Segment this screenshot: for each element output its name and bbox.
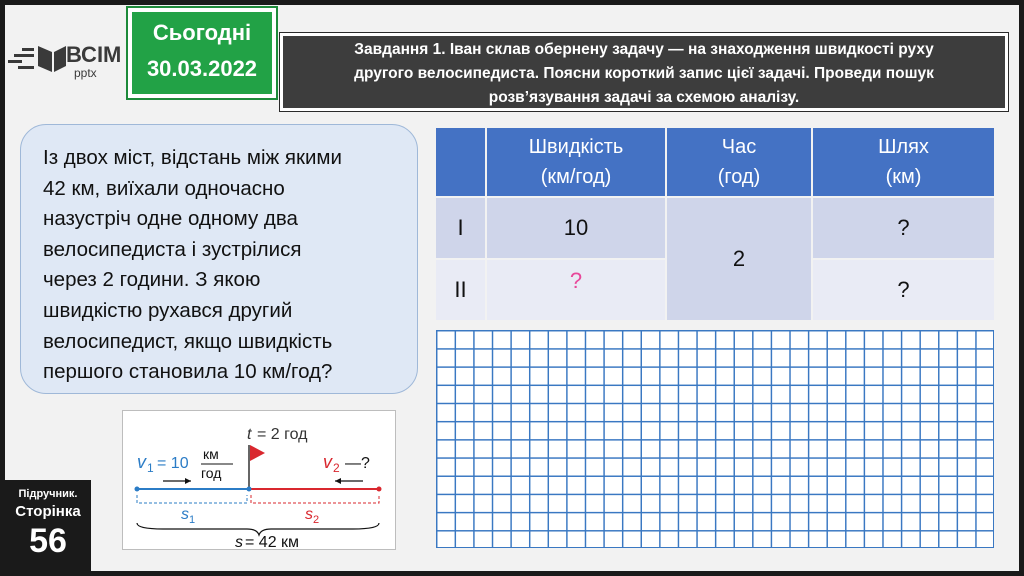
- arrow-left-icon: [335, 478, 341, 484]
- s2-subscript: 2: [313, 514, 320, 526]
- speed-second-cyclist-unknown: ?: [487, 260, 665, 320]
- s1-bracket: [137, 495, 247, 503]
- header-distance-unit: (км): [885, 166, 922, 188]
- row-label-first-cyclist: I: [436, 198, 485, 258]
- problem-line: велосипедист, якщо швидкість: [43, 329, 333, 353]
- problem-line: через 2 години. З якою: [43, 268, 261, 292]
- row-label-second-cyclist: II: [436, 260, 485, 320]
- problem-line: швидкістю рухався другий: [43, 298, 293, 322]
- start-point-2: [377, 487, 382, 492]
- date-value: 30.03.2022: [146, 56, 258, 81]
- vsim-logo: [8, 40, 128, 84]
- v2-symbol: v: [323, 452, 332, 472]
- grid-paper-area: [436, 330, 994, 548]
- s1-symbol: s: [181, 506, 189, 523]
- today-label: Сьогодні: [152, 20, 252, 45]
- logo-word: ВСІМ: [66, 42, 122, 67]
- unit-numerator: км: [203, 446, 219, 462]
- header-speed-name: Швидкість: [528, 136, 624, 158]
- date-badge: [128, 8, 276, 98]
- header-time-name: Час: [721, 136, 757, 158]
- speed-first-cyclist: 10: [487, 198, 665, 258]
- time-value: = 2 год: [257, 426, 308, 443]
- header-distance: [813, 128, 994, 196]
- motion-scheme: [122, 410, 396, 550]
- logo-sub: pptx: [74, 66, 97, 80]
- start-point-1: [135, 487, 140, 492]
- task-line-2: другого велосипедиста. Поясни короткий запис цієї задачі. Проведи пошук: [354, 65, 934, 82]
- task-line-1: Завдання 1. Іван склав обернену задачу — на знаходження швидкості руху: [354, 41, 934, 58]
- total-symbol: s: [235, 534, 243, 551]
- distance-second-cyclist: ?: [813, 260, 994, 320]
- v1-subscript: 1: [147, 461, 154, 475]
- motion-scheme-drawing: [123, 411, 397, 551]
- task-statement: [280, 33, 1008, 111]
- problem-line: назустріч одне одному два: [43, 207, 298, 231]
- arrow-right-icon: [185, 478, 191, 484]
- s2-bracket: [251, 495, 379, 503]
- v1-symbol: v: [137, 452, 146, 472]
- header-blank-cell: [436, 128, 485, 196]
- header-distance-name: Шлях: [878, 136, 929, 158]
- problem-line: велосипедиста і зустрілися: [43, 237, 302, 261]
- page-number: 56: [29, 522, 67, 560]
- header-time-unit: (год): [717, 166, 761, 188]
- problem-line: Із двох міст, відстань між якими: [43, 146, 342, 169]
- header-time: [667, 128, 811, 196]
- textbook-page-label: [5, 480, 91, 571]
- textbook-label: Підручник.: [18, 488, 78, 500]
- total-value: = 42 км: [245, 534, 300, 551]
- meeting-point: [247, 487, 252, 492]
- distance-first-cyclist: ?: [813, 198, 994, 258]
- problem-text-box: [20, 124, 418, 394]
- book-lines-icon: [8, 42, 68, 74]
- flag-icon: [250, 445, 265, 461]
- v2-subscript: 2: [333, 461, 340, 475]
- task-line-3: розв’язування задачі за схемою аналізу.: [488, 89, 800, 106]
- time-symbol: t: [247, 426, 252, 443]
- header-speed: [487, 128, 665, 196]
- v2-unknown: —?: [345, 455, 370, 472]
- v1-value: = 10: [157, 455, 189, 472]
- s1-subscript: 1: [189, 514, 196, 526]
- header-speed-unit: (км/год): [540, 166, 612, 188]
- problem-line: 42 км, виїхали одночасно: [43, 176, 285, 200]
- s2-symbol: s: [305, 506, 313, 523]
- unit-denominator: год: [201, 465, 222, 481]
- problem-line: першого становила 10 км/год?: [43, 360, 333, 384]
- short-record-table: [436, 128, 994, 320]
- time-shared-cell: 2: [667, 198, 811, 320]
- page-word: Сторінка: [15, 503, 81, 520]
